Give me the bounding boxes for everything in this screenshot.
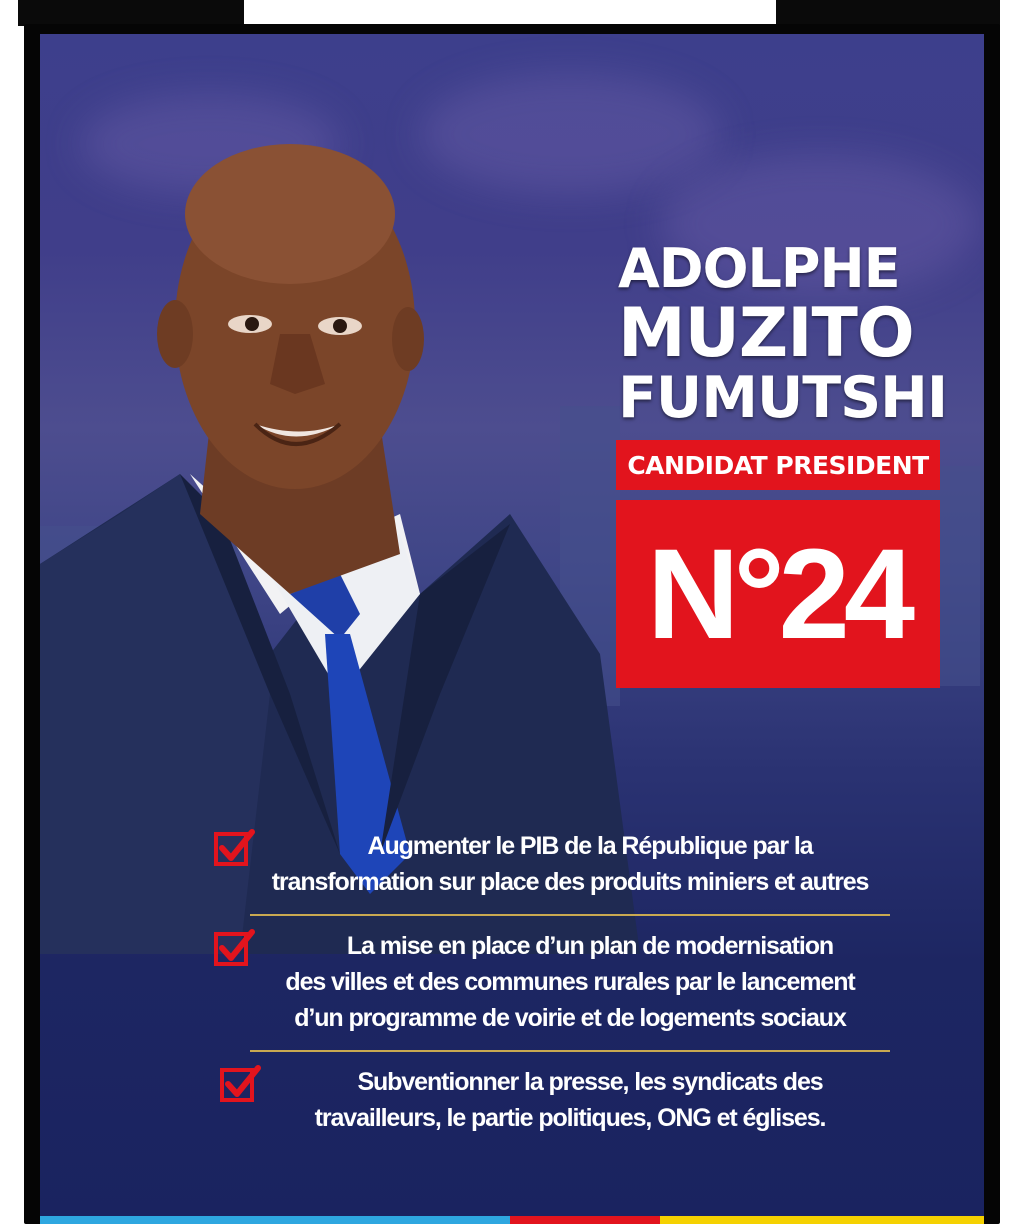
- check-box-icon: [214, 928, 256, 968]
- poster-background: [40, 34, 984, 1224]
- candidate-role-badge: CANDIDAT PRESIDENT: [616, 440, 940, 490]
- flag-stripe-blue: [40, 1216, 510, 1224]
- pledge-rest: transformation sur place des produits miniers et autres: [271, 868, 869, 896]
- page-edge-strip-left: [18, 0, 244, 26]
- check-box-icon: [214, 828, 256, 868]
- pledge-item: [170, 928, 970, 1036]
- pledge-list: [170, 824, 970, 1136]
- pledge-rest: des villes et des communes rurales par le lancement d’un programme de voirie et de logements sociaux: [285, 968, 855, 1032]
- flag-stripe-yellow: [660, 1216, 984, 1224]
- divider: [250, 914, 890, 916]
- pledge-first-line: Augmenter le PIB de la République par la: [367, 832, 813, 860]
- candidate-first-name: ADOLPHE: [618, 237, 900, 300]
- pledge-rest: travailleurs, le partie politiques, ONG et églises.: [314, 1104, 826, 1132]
- pledge-first-line: Subventionner la presse, les syndicats des: [357, 1068, 823, 1096]
- flag-stripe: [40, 1216, 984, 1224]
- divider: [250, 1050, 890, 1052]
- check-box-icon: [220, 1064, 262, 1104]
- pledge-item: [170, 1064, 970, 1136]
- pledge-first-line: La mise en place d’un plan de modernisation: [346, 932, 834, 960]
- candidate-middle-name: MUZITO: [618, 294, 914, 373]
- candidate-last-name: FUMUTSHI: [618, 365, 948, 431]
- candidate-number-badge: N°24: [616, 500, 940, 688]
- campaign-poster: [24, 24, 1000, 1224]
- flag-stripe-red: [510, 1216, 660, 1224]
- pledge-item: [170, 824, 970, 900]
- page-edge-strip-right: [776, 0, 1000, 26]
- candidate-name: [618, 237, 958, 431]
